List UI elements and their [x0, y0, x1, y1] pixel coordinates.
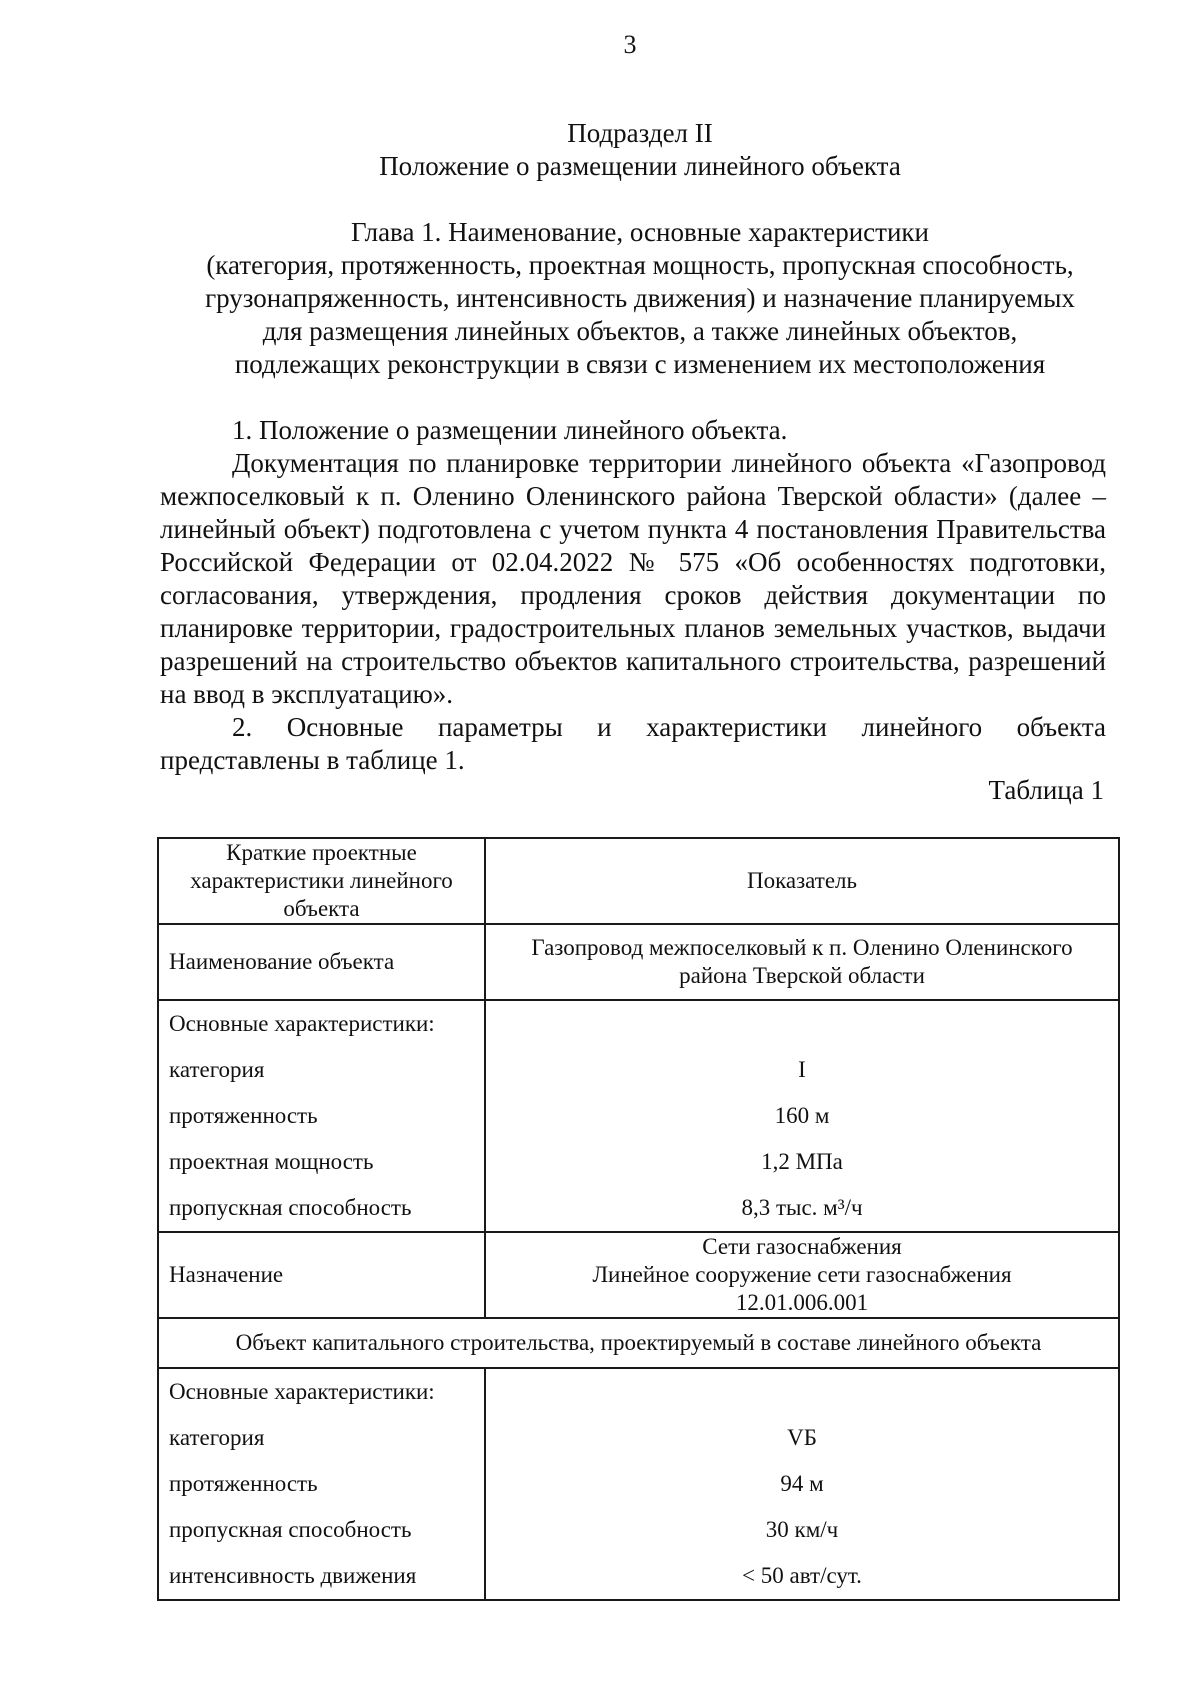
main-characteristics-labels [158, 1000, 485, 1232]
characteristics-heading: Основные характеристики: [169, 1379, 435, 1404]
capital-characteristics-labels [158, 1368, 485, 1600]
table-row [158, 1318, 1119, 1368]
chapter-line: подлежащих реконструкции в связи с изменением их местоположения [234, 349, 1046, 379]
value-line: района Тверской области [679, 963, 925, 988]
purpose-value [485, 1232, 1119, 1318]
characteristic-label: пропускная способность [169, 1517, 412, 1542]
characteristic-value: 160 м [774, 1103, 830, 1128]
value-line: Газопровод межпоселковый к п. Оленино Оленинского [531, 935, 1073, 960]
page-number: 3 [623, 30, 637, 59]
object-name-value [485, 924, 1119, 1000]
body-text [160, 414, 1106, 777]
blank-line [496, 1369, 1108, 1415]
object-name-label: Наименование объекта [158, 924, 485, 1000]
characteristic-label: проектная мощность [169, 1149, 374, 1174]
characteristic-value: < 50 авт/сут. [742, 1563, 862, 1588]
characteristic-label: категория [169, 1057, 265, 1082]
header-characteristics [158, 838, 485, 924]
chapter-heading [140, 216, 1140, 381]
table-header-row [158, 838, 1119, 924]
header-line: объекта [283, 896, 360, 921]
characteristic-value: 1,2 МПа [761, 1149, 843, 1174]
subsection-subtitle: Положение о размещении линейного объекта [379, 151, 901, 181]
header-line: характеристики линейного [190, 868, 453, 893]
subsection-heading [140, 117, 1140, 183]
main-characteristics-values [485, 1000, 1119, 1232]
chapter-line: (категория, протяженность, проектная мощность, пропускная способность, [206, 250, 1074, 280]
chapter-line: Глава 1. Наименование, основные характеристики [351, 217, 929, 247]
chapter-line: для размещения линейных объектов, а также линейных объектов, [262, 316, 1018, 346]
value-line: Сети газоснабжения [702, 1234, 902, 1259]
characteristic-label: категория [169, 1425, 265, 1450]
characteristic-value: I [798, 1057, 806, 1082]
characteristic-value: 8,3 тыс. м³/ч [741, 1195, 863, 1220]
value-line: Линейное сооружение сети газоснабжения [592, 1262, 1012, 1287]
table-caption: Таблица 1 [988, 775, 1104, 805]
subsection-title: Подраздел II [567, 118, 713, 148]
paragraph-1: 1. Положение о размещении линейного объекта. [232, 415, 788, 445]
chapter-line: грузонапряженность, интенсивность движения) и назначение планируемых [205, 283, 1075, 313]
characteristic-label: протяженность [169, 1103, 318, 1128]
paragraph-2: Документация по планировке территории линейного объекта «Газопровод межпоселковый к п. Оленино Оленинского района Тверской области» (далее – линейный объект) подготовлена с учетом пункта 4 постановления Правительства Российской Федерации от 02.04.2022 № 575 «Об особенностях подготовки, согласования, утверждения, продления сроков действия документации по планировке территории, градостроительных планов земельных участков, выдачи разрешений на строительство объектов капитального строительства, разрешений на ввод в эксплуатацию». [160, 448, 1106, 709]
table-row [158, 1368, 1119, 1600]
purpose-label: Назначение [158, 1232, 485, 1318]
capital-characteristics-values [485, 1368, 1119, 1600]
blank-line [496, 1001, 1108, 1047]
characteristic-value: VБ [787, 1425, 817, 1450]
characteristic-value: 94 м [780, 1471, 824, 1496]
table-row [158, 1000, 1119, 1232]
table-row [158, 1232, 1119, 1318]
characteristic-label: интенсивность движения [169, 1563, 417, 1588]
value-line: 12.01.006.001 [735, 1290, 869, 1315]
characteristic-value: 30 км/ч [765, 1517, 839, 1542]
characteristic-label: пропускная способность [169, 1195, 412, 1220]
capital-object-row: Объект капитального строительства, проектируемый в составе линейного объекта [158, 1318, 1119, 1368]
characteristics-heading: Основные характеристики: [169, 1011, 435, 1036]
characteristic-label: протяженность [169, 1471, 318, 1496]
parameters-table [157, 837, 1120, 1601]
table-row [158, 924, 1119, 1000]
paragraph-3: 2. Основные параметры и характеристики линейного объекта представлены в таблице 1. [160, 712, 1106, 775]
header-line: Краткие проектные [226, 840, 417, 865]
header-indicator: Показатель [485, 838, 1119, 924]
